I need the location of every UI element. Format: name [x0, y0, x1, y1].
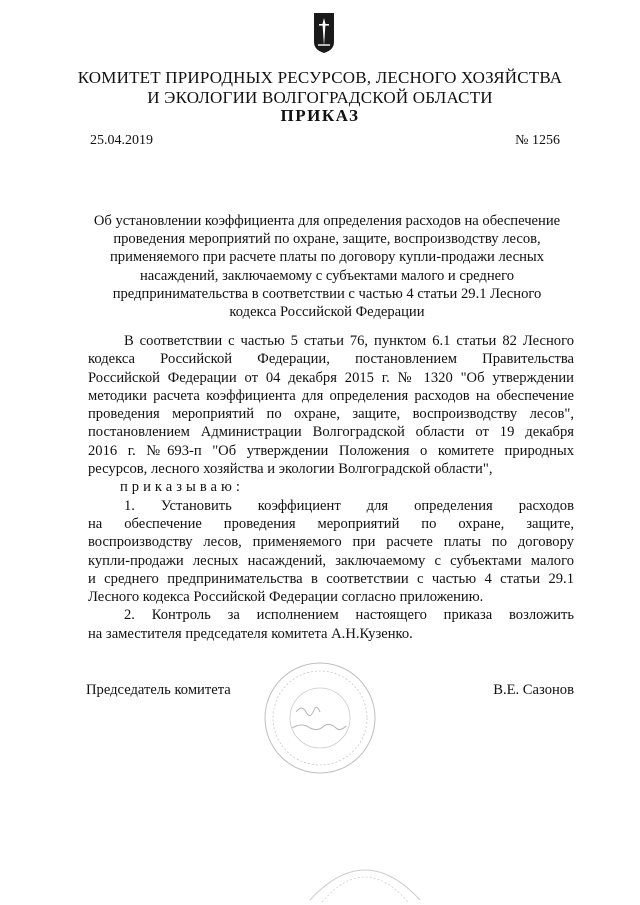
preamble-line: ресурсов, лесного хозяйства и экологии Волгоградской области", [88, 461, 493, 478]
document-number: № 1256 [515, 133, 560, 148]
subject-line: предпринимательства в соответствии с частью 4 статьи 29.1 Лесного [112, 285, 542, 302]
document-type: ПРИКАЗ [280, 106, 360, 125]
official-stamp [262, 660, 378, 776]
item2-line: на заместителя председателя комитета А.Н.Кузенко. [88, 625, 413, 642]
organization-name-line2: И ЭКОЛОГИИ ВОЛГОГРАДСКОЙ ОБЛАСТИ [147, 88, 493, 107]
signer-name: В.Е. Сазонов [493, 682, 574, 698]
item2-line: 2. Контроль за исполнением настоящего приказа возложить [124, 607, 574, 624]
document-subject [88, 212, 566, 321]
item1-line: Лесного кодекса Российской Федерации согласно приложению. [88, 589, 484, 606]
preamble-line: постановлением Администрации Волгоградской области от 19 декабря [88, 424, 574, 441]
preamble-line: методики расчета коэффициента для определения расходов на обеспечение [88, 387, 574, 404]
subject-line: Об установлении коэффициента для определения расходов на обеспечение [93, 213, 561, 229]
item1-line: воспроизводству лесов, применяемого при расчете платы по договору [88, 534, 574, 551]
item1-line: и среднего предпринимательства в соответствии с частью 4 статьи 29.1 [88, 570, 574, 587]
item1-line: на обеспечение проведения мероприятий по охране, защите, [88, 515, 574, 532]
subject-line: проведения мероприятий по охране, защите, воспроизводству лесов, [113, 231, 541, 248]
subject-line: применяемого при расчете платы по договору купли-продажи лесных [109, 249, 544, 266]
item1-line: 1. Установить коэффициент для определения расходов [124, 497, 574, 514]
subject-line: кодекса Российской Федерации [229, 304, 425, 321]
preamble-line: кодекса Российской Федерации, постановлением Правительства [88, 351, 574, 368]
item1-line: купли-продажи лесных насаждений, заключаемому с субъектами малого [88, 552, 574, 569]
subject-line: насаждений, заключаемому с субъектами малого и среднего [139, 267, 515, 284]
document-body [88, 332, 574, 643]
document-date: 25.04.2019 [90, 133, 153, 148]
organization-name-line1: КОМИТЕТ ПРИРОДНЫХ РЕСУРСОВ, ЛЕСНОГО ХОЗЯЙСТВА [77, 68, 563, 87]
registration-stamp [300, 850, 430, 905]
preamble-line: проведения мероприятий по охране, защите, воспроизводству лесов", [88, 406, 574, 423]
preamble-line: В соответствии с частью 5 статьи 76, пунктом 6.1 статьи 82 Лесного [124, 333, 574, 349]
coat-of-arms-emblem [313, 12, 335, 54]
preamble-line: Российской Федерации от 04 декабря 2015 г. № 1320 "Об утверждении [88, 369, 574, 386]
preamble-line: 2016 г. №693-п "Об утверждении Положения о комитете природных [88, 442, 574, 459]
signer-position: Председатель комитета [86, 682, 231, 698]
order-word: приказываю: [120, 479, 244, 496]
